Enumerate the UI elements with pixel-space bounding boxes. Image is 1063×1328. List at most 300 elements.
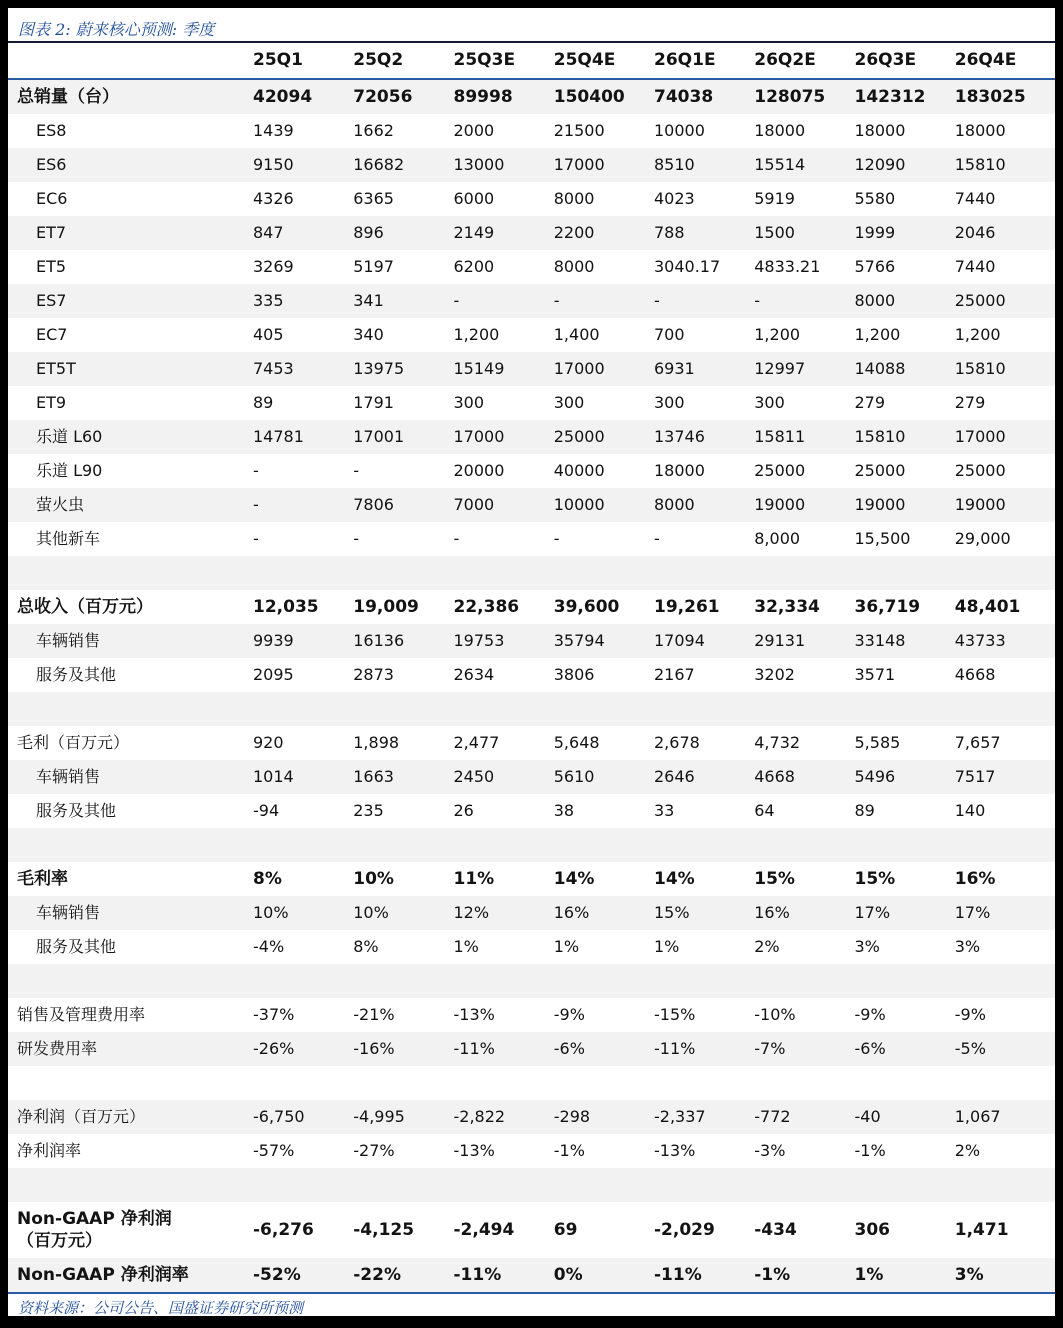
value-cell: - bbox=[453, 528, 460, 548]
value-cell: 1,067 bbox=[954, 1106, 1001, 1126]
value-cell: 32,334 bbox=[754, 596, 820, 617]
value-cell: 15811 bbox=[754, 426, 806, 446]
value-cell: 15149 bbox=[453, 358, 505, 378]
row-label bbox=[8, 1168, 253, 1202]
value-cell: 1014 bbox=[253, 766, 294, 786]
value-cell: 36,719 bbox=[854, 596, 921, 617]
value-cell: 5919 bbox=[754, 188, 795, 208]
row-label bbox=[8, 726, 253, 760]
value-cell: 4668 bbox=[954, 664, 996, 684]
value-cell: 18000 bbox=[854, 120, 906, 140]
value-cell: 74038 bbox=[654, 86, 714, 107]
row-label bbox=[8, 828, 253, 862]
value-cell: 300 bbox=[553, 392, 585, 412]
value-cell bbox=[955, 964, 1055, 998]
value-cell: -11% bbox=[453, 1264, 502, 1285]
value-cell: 10000 bbox=[654, 120, 705, 140]
value-cell: 150400 bbox=[553, 86, 625, 107]
value-cell: -9% bbox=[954, 1004, 986, 1024]
table-row bbox=[8, 998, 1055, 1032]
value-cell: -2,494 bbox=[453, 1219, 515, 1240]
value-cell: 43733 bbox=[954, 630, 1006, 650]
value-cell: 847 bbox=[253, 222, 284, 242]
row-label bbox=[8, 862, 253, 896]
spacer-row bbox=[8, 1168, 1055, 1202]
value-cell: 14% bbox=[654, 868, 695, 889]
value-cell: 2% bbox=[754, 936, 780, 956]
value-cell: 1,200 bbox=[754, 324, 801, 344]
value-cell: 29131 bbox=[754, 630, 806, 650]
value-cell bbox=[855, 1066, 955, 1100]
value-cell bbox=[253, 1066, 353, 1100]
value-cell: 1999 bbox=[854, 222, 896, 242]
value-cell bbox=[353, 1168, 453, 1202]
value-cell: 183025 bbox=[954, 86, 1026, 107]
value-cell bbox=[955, 692, 1055, 726]
value-cell: -15% bbox=[654, 1004, 696, 1024]
value-cell: 335 bbox=[253, 290, 284, 310]
value-cell: 16% bbox=[553, 902, 590, 922]
table-row bbox=[8, 216, 1055, 250]
table-row bbox=[8, 896, 1055, 930]
row-label-line: ET9 bbox=[36, 392, 67, 412]
row-label bbox=[8, 1066, 253, 1100]
value-cell: 33 bbox=[654, 800, 675, 820]
value-cell: 8000 bbox=[553, 188, 595, 208]
value-cell bbox=[554, 1168, 654, 1202]
value-cell: 1500 bbox=[754, 222, 795, 242]
value-cell: 17000 bbox=[453, 426, 505, 446]
value-cell: -57% bbox=[253, 1140, 295, 1160]
value-cell: 2634 bbox=[453, 664, 495, 684]
value-cell: 235 bbox=[353, 800, 384, 820]
value-cell: 1% bbox=[553, 936, 580, 956]
table-row bbox=[8, 658, 1055, 692]
value-cell bbox=[855, 828, 955, 862]
value-cell: 64 bbox=[754, 800, 775, 820]
value-cell: 15,500 bbox=[854, 528, 911, 548]
value-cell: 19753 bbox=[453, 630, 505, 650]
value-cell bbox=[654, 1066, 754, 1100]
value-cell: 8000 bbox=[854, 290, 896, 310]
value-cell: 4833.21 bbox=[754, 256, 821, 276]
value-cell: 15810 bbox=[954, 358, 1006, 378]
value-cell: -22% bbox=[353, 1264, 401, 1285]
value-cell: 40000 bbox=[553, 460, 605, 480]
row-label-line: ES6 bbox=[36, 154, 67, 174]
value-cell: 5766 bbox=[854, 256, 896, 276]
value-cell bbox=[654, 1168, 754, 1202]
table-row bbox=[8, 488, 1055, 522]
row-label-line: 销售及管理费用率 bbox=[17, 1004, 146, 1024]
row-label bbox=[8, 760, 253, 794]
value-cell bbox=[955, 556, 1055, 590]
value-cell: - bbox=[353, 460, 360, 480]
value-cell: 340 bbox=[353, 324, 384, 344]
row-label-line: 服务及其他 bbox=[36, 664, 117, 684]
value-cell: 15810 bbox=[954, 154, 1006, 174]
row-label-line: 车辆销售 bbox=[36, 630, 101, 650]
value-cell: 17000 bbox=[553, 358, 605, 378]
value-cell: - bbox=[754, 290, 761, 310]
value-cell: 0% bbox=[553, 1264, 583, 1285]
value-cell: 1,471 bbox=[954, 1219, 1009, 1240]
value-cell: 33148 bbox=[854, 630, 906, 650]
value-cell: 38 bbox=[553, 800, 575, 820]
value-cell: 1,898 bbox=[353, 732, 400, 752]
value-cell: 21500 bbox=[553, 120, 605, 140]
row-label-line: Non-GAAP 净利润率 bbox=[17, 1264, 189, 1285]
value-cell: 2046 bbox=[954, 222, 996, 242]
table-header-row bbox=[8, 43, 1055, 80]
value-cell: - bbox=[553, 528, 560, 548]
spacer-row bbox=[8, 964, 1055, 998]
table-row bbox=[8, 1032, 1055, 1066]
value-cell: 2095 bbox=[253, 664, 294, 684]
value-cell: 14% bbox=[553, 868, 595, 889]
table-row bbox=[8, 318, 1055, 352]
row-label-line: ET7 bbox=[36, 222, 67, 242]
value-cell bbox=[654, 828, 754, 862]
value-cell: -11% bbox=[453, 1038, 495, 1058]
table-row bbox=[8, 250, 1055, 284]
value-cell: -16% bbox=[353, 1038, 395, 1058]
forecast-table bbox=[8, 43, 1055, 1292]
value-cell: -52% bbox=[253, 1264, 301, 1285]
row-label-line: 车辆销售 bbox=[36, 766, 101, 786]
value-cell: -26% bbox=[253, 1038, 295, 1058]
table-row bbox=[8, 80, 1055, 114]
value-cell: 7517 bbox=[954, 766, 996, 786]
value-cell: 306 bbox=[854, 1219, 890, 1240]
value-cell: -1% bbox=[754, 1264, 791, 1285]
row-label-line: 服务及其他 bbox=[36, 800, 117, 820]
value-cell bbox=[353, 1066, 453, 1100]
value-cell: 8000 bbox=[553, 256, 595, 276]
value-cell: 1,200 bbox=[954, 324, 1001, 344]
value-cell bbox=[955, 828, 1055, 862]
value-cell: -94 bbox=[253, 800, 280, 820]
row-label-line: EC6 bbox=[36, 188, 68, 208]
value-cell: 405 bbox=[253, 324, 284, 344]
value-cell bbox=[353, 692, 453, 726]
value-cell: 89998 bbox=[453, 86, 513, 107]
value-cell: 25000 bbox=[954, 460, 1006, 480]
value-cell: 42094 bbox=[253, 86, 313, 107]
value-cell: 4,732 bbox=[754, 732, 801, 752]
value-cell bbox=[855, 964, 955, 998]
value-cell: 13975 bbox=[353, 358, 405, 378]
value-cell bbox=[554, 692, 654, 726]
value-cell: -1% bbox=[854, 1140, 886, 1160]
spacer-row bbox=[8, 556, 1055, 590]
value-cell: 3% bbox=[954, 936, 981, 956]
table-row bbox=[8, 1258, 1055, 1292]
value-cell bbox=[253, 692, 353, 726]
value-cell: 19000 bbox=[754, 494, 806, 514]
table-row bbox=[8, 114, 1055, 148]
value-cell bbox=[855, 1168, 955, 1202]
value-cell: 6000 bbox=[453, 188, 495, 208]
row-label-line: 车辆销售 bbox=[36, 902, 101, 922]
value-cell: 2,678 bbox=[654, 732, 700, 752]
value-cell bbox=[754, 1066, 854, 1100]
value-cell bbox=[554, 828, 654, 862]
value-cell: 6365 bbox=[353, 188, 394, 208]
row-label bbox=[8, 1032, 253, 1066]
value-cell: 788 bbox=[654, 222, 685, 242]
row-label bbox=[8, 318, 253, 352]
value-cell: 8% bbox=[253, 868, 282, 889]
value-cell: 9939 bbox=[253, 630, 294, 650]
value-cell: 6931 bbox=[654, 358, 695, 378]
value-cell: 17% bbox=[954, 902, 991, 922]
value-cell bbox=[654, 556, 754, 590]
value-cell: 19000 bbox=[854, 494, 906, 514]
row-label-line: 研发费用率 bbox=[17, 1038, 98, 1058]
table-row bbox=[8, 1100, 1055, 1134]
value-cell: 300 bbox=[453, 392, 485, 412]
value-cell: -21% bbox=[353, 1004, 395, 1024]
value-cell: -13% bbox=[453, 1004, 495, 1024]
source-note: 资料来源：公司公告、国盛证券研究所预测 bbox=[8, 1292, 1055, 1316]
table-row bbox=[8, 930, 1055, 964]
row-label-line: 其他新车 bbox=[36, 528, 101, 548]
value-cell: - bbox=[253, 528, 259, 548]
value-cell: - bbox=[453, 290, 460, 310]
table-row bbox=[8, 794, 1055, 828]
column-header: 26Q3E bbox=[854, 50, 917, 71]
value-cell: 26 bbox=[453, 800, 474, 820]
value-cell bbox=[253, 964, 353, 998]
value-cell: 22,386 bbox=[453, 596, 520, 617]
value-cell: 17000 bbox=[553, 154, 605, 174]
value-cell: 19000 bbox=[954, 494, 1006, 514]
value-cell: 7,657 bbox=[954, 732, 1001, 752]
value-cell bbox=[754, 692, 854, 726]
value-cell bbox=[955, 1066, 1055, 1100]
value-cell: 10% bbox=[353, 868, 394, 889]
row-label bbox=[8, 488, 253, 522]
row-label-line: 萤火虫 bbox=[36, 494, 85, 514]
column-header: 26Q1E bbox=[654, 50, 716, 71]
value-cell: -7% bbox=[754, 1038, 786, 1058]
value-cell: 15% bbox=[754, 868, 795, 889]
value-cell bbox=[454, 1066, 554, 1100]
value-cell: -37% bbox=[253, 1004, 295, 1024]
value-cell: -6% bbox=[553, 1038, 585, 1058]
value-cell: 11% bbox=[453, 868, 495, 889]
value-cell: 1,400 bbox=[553, 324, 600, 344]
value-cell: 140 bbox=[954, 800, 986, 820]
value-cell: -1% bbox=[553, 1140, 585, 1160]
column-header: 25Q1 bbox=[253, 50, 303, 71]
value-cell: - bbox=[253, 494, 259, 514]
value-cell: 10% bbox=[353, 902, 389, 922]
value-cell: -13% bbox=[453, 1140, 495, 1160]
value-cell bbox=[253, 1168, 353, 1202]
value-cell: 1% bbox=[453, 936, 479, 956]
row-label bbox=[8, 352, 253, 386]
value-cell: 7440 bbox=[954, 188, 996, 208]
row-label-line: ES8 bbox=[36, 120, 67, 140]
value-cell: -3% bbox=[754, 1140, 786, 1160]
value-cell bbox=[654, 964, 754, 998]
value-cell: 2200 bbox=[553, 222, 595, 242]
value-cell: 18000 bbox=[654, 460, 705, 480]
value-cell: 1439 bbox=[253, 120, 294, 140]
value-cell: 15810 bbox=[854, 426, 906, 446]
row-label-line: （百万元） bbox=[17, 1231, 102, 1251]
value-cell: 2646 bbox=[654, 766, 695, 786]
value-cell: - bbox=[253, 460, 259, 480]
value-cell: -27% bbox=[353, 1140, 395, 1160]
value-cell: 5610 bbox=[553, 766, 595, 786]
value-cell bbox=[855, 556, 955, 590]
value-cell: 2873 bbox=[353, 664, 394, 684]
value-cell: 18000 bbox=[754, 120, 806, 140]
value-cell: 5580 bbox=[854, 188, 896, 208]
value-cell: 14781 bbox=[253, 426, 304, 446]
header-empty-cell bbox=[8, 43, 253, 78]
value-cell: 300 bbox=[754, 392, 785, 412]
row-label bbox=[8, 454, 253, 488]
value-cell: 142312 bbox=[854, 86, 926, 107]
value-cell: 2450 bbox=[453, 766, 495, 786]
value-cell: -434 bbox=[754, 1219, 797, 1240]
spacer-row bbox=[8, 1066, 1055, 1100]
value-cell: 5496 bbox=[854, 766, 896, 786]
value-cell: 2149 bbox=[453, 222, 495, 242]
value-cell: 9150 bbox=[253, 154, 294, 174]
value-cell: 25000 bbox=[754, 460, 806, 480]
value-cell: 1791 bbox=[353, 392, 394, 412]
row-label bbox=[8, 148, 253, 182]
row-label-line: Non-GAAP 净利润 bbox=[17, 1208, 172, 1229]
spacer-row bbox=[8, 692, 1055, 726]
value-cell: 35794 bbox=[553, 630, 605, 650]
table-row bbox=[8, 454, 1055, 488]
value-cell: -9% bbox=[553, 1004, 585, 1024]
value-cell: 48,401 bbox=[954, 596, 1021, 617]
row-label-line: 毛利率 bbox=[17, 868, 68, 889]
row-label bbox=[8, 216, 253, 250]
row-label-line: 总收入（百万元） bbox=[17, 596, 153, 617]
value-cell bbox=[454, 556, 554, 590]
row-label bbox=[8, 930, 253, 964]
row-label bbox=[8, 624, 253, 658]
row-label bbox=[8, 998, 253, 1032]
value-cell: 7453 bbox=[253, 358, 294, 378]
value-cell: 4023 bbox=[654, 188, 695, 208]
table-row bbox=[8, 386, 1055, 420]
value-cell: 3% bbox=[954, 1264, 984, 1285]
value-cell bbox=[554, 556, 654, 590]
value-cell: 920 bbox=[253, 732, 284, 752]
value-cell: 12% bbox=[453, 902, 490, 922]
row-label bbox=[8, 1134, 253, 1168]
value-cell: 13746 bbox=[654, 426, 705, 446]
value-cell bbox=[754, 828, 854, 862]
value-cell: 8510 bbox=[654, 154, 695, 174]
value-cell: 16136 bbox=[353, 630, 405, 650]
row-label bbox=[8, 1258, 253, 1292]
value-cell: 17000 bbox=[954, 426, 1006, 446]
value-cell: 5197 bbox=[353, 256, 394, 276]
value-cell: 1,200 bbox=[854, 324, 901, 344]
row-label bbox=[8, 692, 253, 726]
value-cell: - bbox=[654, 290, 660, 310]
value-cell: 2,477 bbox=[453, 732, 500, 752]
value-cell bbox=[654, 692, 754, 726]
value-cell: 8% bbox=[353, 936, 379, 956]
value-cell: 17094 bbox=[654, 630, 705, 650]
value-cell: 8000 bbox=[654, 494, 695, 514]
value-cell: 69 bbox=[553, 1219, 578, 1240]
value-cell: 3571 bbox=[854, 664, 896, 684]
value-cell: 7806 bbox=[353, 494, 394, 514]
value-cell: 16% bbox=[754, 902, 790, 922]
value-cell bbox=[554, 964, 654, 998]
report-exhibit bbox=[8, 8, 1055, 1316]
value-cell: 13000 bbox=[453, 154, 505, 174]
value-cell: -4,995 bbox=[353, 1106, 405, 1126]
row-label-line: ET5T bbox=[36, 358, 76, 378]
value-cell: 300 bbox=[654, 392, 685, 412]
row-label-line: 毛利（百万元） bbox=[17, 732, 130, 752]
value-cell: -10% bbox=[754, 1004, 796, 1024]
row-label-line: ES7 bbox=[36, 290, 67, 310]
value-cell bbox=[353, 964, 453, 998]
table-row bbox=[8, 590, 1055, 624]
value-cell bbox=[554, 1066, 654, 1100]
value-cell bbox=[454, 692, 554, 726]
value-cell: 19,009 bbox=[353, 596, 419, 617]
value-cell bbox=[454, 828, 554, 862]
value-cell: - bbox=[654, 528, 660, 548]
value-cell: -2,029 bbox=[654, 1219, 715, 1240]
value-cell: 19,261 bbox=[654, 596, 720, 617]
value-cell bbox=[253, 828, 353, 862]
table-row bbox=[8, 182, 1055, 216]
value-cell: - bbox=[353, 528, 360, 548]
value-cell: - bbox=[553, 290, 560, 310]
value-cell bbox=[353, 556, 453, 590]
value-cell: 14088 bbox=[854, 358, 906, 378]
row-label bbox=[8, 114, 253, 148]
value-cell: 279 bbox=[854, 392, 886, 412]
table-row bbox=[8, 1134, 1055, 1168]
value-cell: -6,750 bbox=[253, 1106, 305, 1126]
row-label-line: ET5 bbox=[36, 256, 67, 276]
value-cell: 15514 bbox=[754, 154, 806, 174]
column-header: 26Q4E bbox=[954, 50, 1017, 71]
table-row bbox=[8, 624, 1055, 658]
value-cell: 29,000 bbox=[954, 528, 1011, 548]
table-row bbox=[8, 862, 1055, 896]
value-cell: 10% bbox=[253, 902, 289, 922]
value-cell bbox=[454, 1168, 554, 1202]
value-cell: 15% bbox=[854, 868, 896, 889]
value-cell: 16682 bbox=[353, 154, 405, 174]
value-cell: 1% bbox=[854, 1264, 884, 1285]
value-cell: 5,585 bbox=[854, 732, 901, 752]
row-label-line: 净利润（百万元） bbox=[17, 1106, 146, 1126]
value-cell: 896 bbox=[353, 222, 384, 242]
column-header: 26Q2E bbox=[754, 50, 816, 71]
table-row bbox=[8, 760, 1055, 794]
value-cell: 341 bbox=[353, 290, 384, 310]
